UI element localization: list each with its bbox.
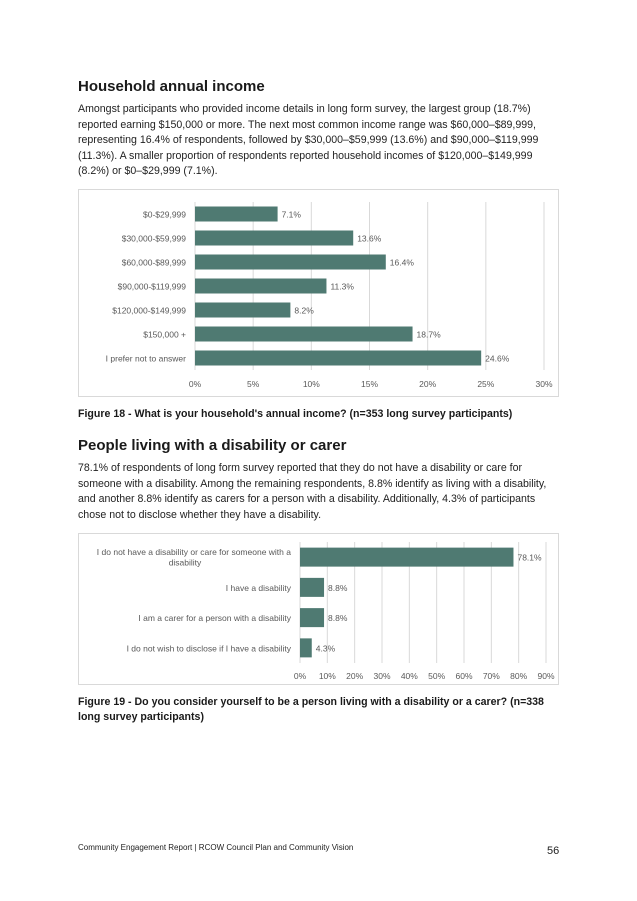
disability-category-label: I do not wish to disclose if I have a disability: [126, 643, 291, 654]
figure-18-caption: Figure 18 - What is your household's annual income? (n=353 long survey participants): [78, 408, 513, 420]
disability-category-label: I have a disability: [225, 582, 291, 593]
income-category-label: I prefer not to answer: [105, 353, 186, 364]
income-paragraph: Amongst participants who provided income details in long form survey, the largest group (18.7%) reported earning $150,000 or more. The next most common income range was $60,000–$89,999, representing 16.4% of respondents, followed by $30,000–$59,999 (13.6%) and $90,000–$119,999 (11.3%). A smaller proportion of respondents reported household incomes of $120,000–$149,999 (8.2%) or $0–$29,999 (7.1%).: [78, 103, 539, 177]
income-category-label: $30,000-$59,999: [121, 233, 186, 244]
disability-bar: [300, 608, 324, 627]
disability-category-label: [97, 547, 291, 568]
disability-tick-label: 10%: [318, 671, 336, 681]
income-chart-svg: [79, 190, 558, 396]
income-tick-label: 20%: [419, 379, 437, 389]
disability-tick-label: 90%: [537, 671, 555, 681]
disability-paragraph: 78.1% of respondents of long form survey reported that they do not have a disability or care for someone with a disability. Among the remaining respondents, 8.8% identify as living with a disability, and another 8.8% identify as carers for a person with a disability. Additionally, 4.3% of participants chose not to disclose whether they have a disability.: [78, 462, 547, 521]
footer-text: Community Engagement Report | RCOW Council Plan and Community Vision: [78, 843, 354, 852]
disability-category-label-line: I do not have a disability or care for someone with a: [96, 547, 291, 558]
page-number: 56: [547, 845, 560, 857]
income-tick-label: 0%: [188, 379, 202, 389]
disability-tick-label: 70%: [482, 671, 500, 681]
disability-category-label-line: disability: [168, 557, 202, 568]
income-category-label: $120,000-$149,999: [112, 305, 186, 316]
disability-tick-label: 40%: [400, 671, 418, 681]
income-value-label: 7.1%: [281, 209, 301, 220]
income-tick-label: 10%: [302, 379, 320, 389]
disability-tick-label: 60%: [455, 671, 473, 681]
income-category-label: $150,000 +: [143, 329, 186, 340]
income-value-label: 8.2%: [294, 305, 314, 316]
income-bar: [195, 279, 326, 294]
disability-value-label: 8.8%: [328, 613, 348, 624]
income-value-label: 24.6%: [485, 353, 510, 364]
income-bar: [195, 351, 481, 366]
disability-tick-label: 20%: [346, 671, 364, 681]
disability-value-label: 4.3%: [315, 643, 336, 654]
income-value-label: 11.3%: [330, 281, 354, 292]
income-bar: [195, 207, 278, 222]
income-category-label: $90,000-$119,999: [117, 281, 186, 292]
income-bar: [195, 231, 353, 246]
income-tick-label: 25%: [477, 379, 495, 389]
figure-19-caption: Figure 19 - Do you consider yourself to be a person living with a disability or a carer? (n=338 long survey participants): [78, 696, 544, 723]
income-tick-label: 5%: [247, 379, 260, 389]
disability-tick-label: 0%: [293, 671, 307, 681]
income-value-label: 13.6%: [357, 233, 382, 244]
disability-bar: [300, 638, 312, 657]
income-bar: [195, 327, 413, 342]
income-category-label: $60,000-$89,999: [121, 257, 186, 268]
income-category-label: $0-$29,999: [142, 209, 186, 220]
disability-tick-label: 50%: [428, 671, 446, 681]
income-value-label: 18.7%: [416, 329, 441, 340]
disability-value-label: 78.1%: [517, 552, 542, 563]
disability-value-label: 8.8%: [328, 582, 348, 593]
disability-chart: [78, 533, 559, 685]
income-bar: [195, 255, 386, 270]
disability-chart-svg: [79, 534, 558, 684]
section-heading-income: Household annual income: [78, 78, 265, 95]
section-heading-disability: People living with a disability or carer: [78, 437, 347, 454]
disability-tick-label: 80%: [510, 671, 528, 681]
income-tick-label: 15%: [360, 379, 379, 389]
disability-bar: [300, 578, 324, 597]
disability-tick-label: 30%: [373, 671, 391, 681]
disability-category-label: I am a carer for a person with a disability: [138, 613, 291, 624]
disability-bar: [300, 548, 513, 567]
income-chart: [78, 189, 559, 397]
income-tick-label: 30%: [535, 379, 553, 389]
income-value-label: 16.4%: [389, 257, 414, 268]
income-bar: [195, 303, 290, 318]
